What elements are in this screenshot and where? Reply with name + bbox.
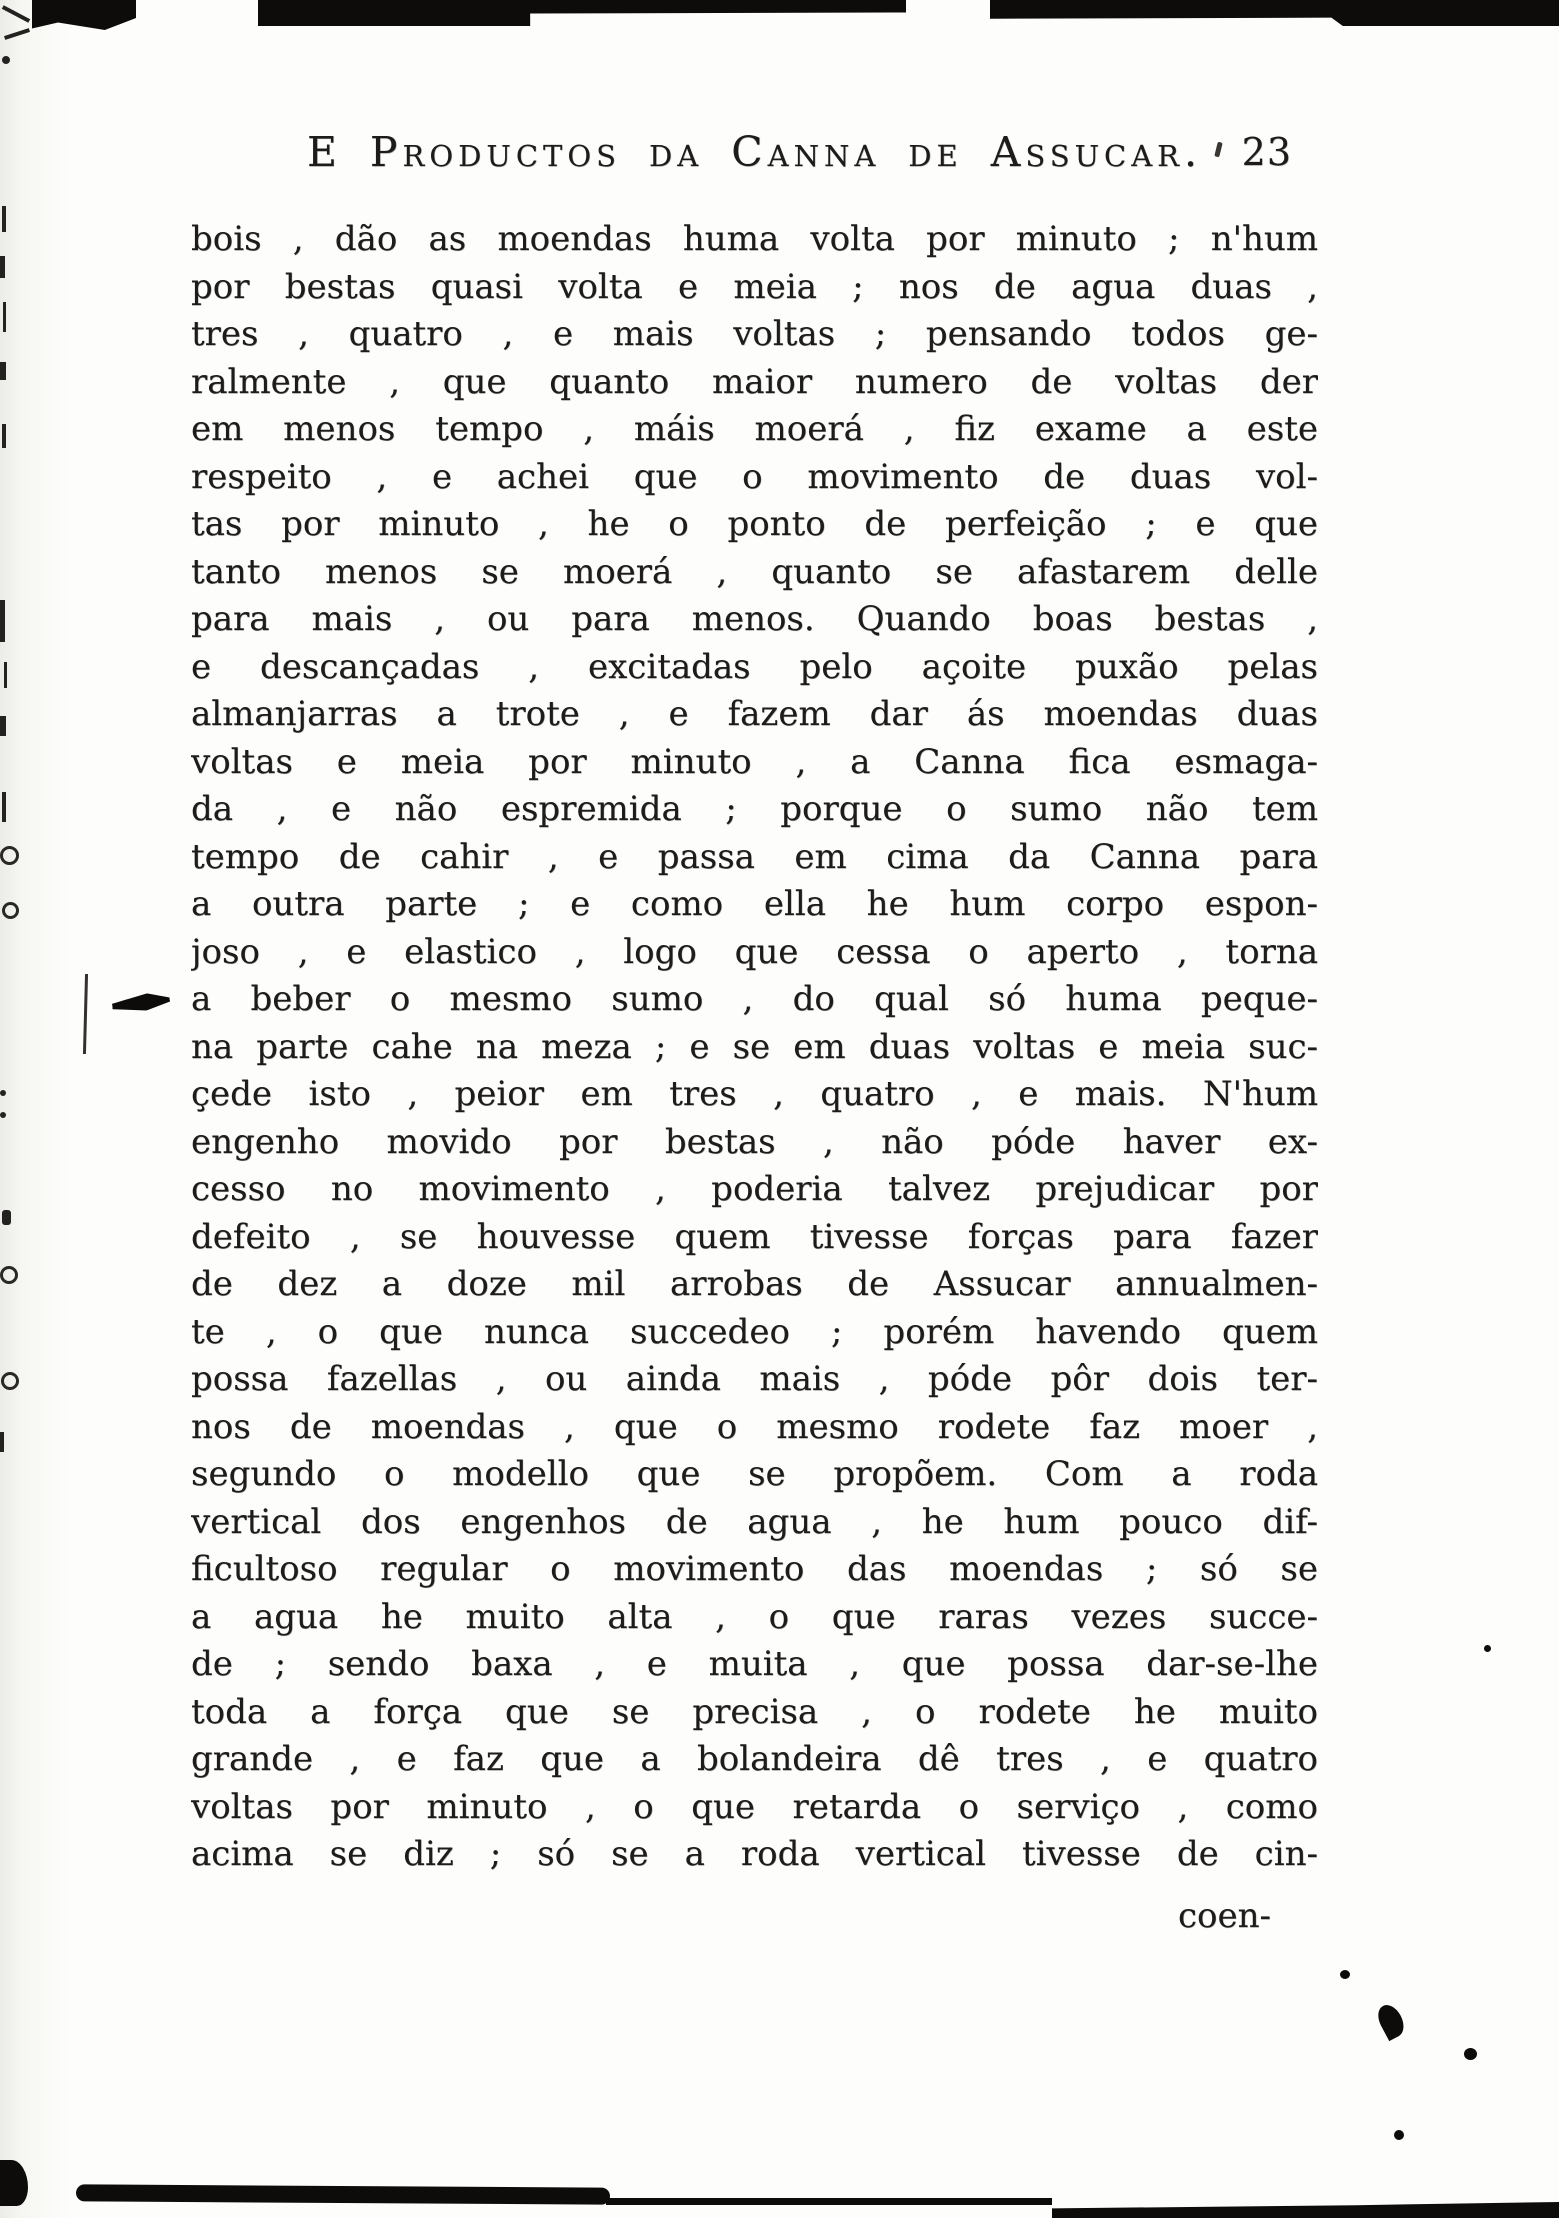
page-edge-mark xyxy=(2,1210,11,1225)
ink-smudge-bottom-left xyxy=(76,2184,610,2204)
ink-spot xyxy=(1394,2130,1404,2140)
ink-smudge-top-center xyxy=(258,0,906,26)
text-line: para mais , ou para menos. Quando boas bestas , xyxy=(191,599,1318,639)
text-line: de dez a doze mil arrobas de Assucar annualmen- xyxy=(191,1264,1318,1304)
page-edge-mark xyxy=(0,256,5,278)
page-edge-mark xyxy=(2,206,6,232)
text-line: acima se diz ; só se a roda vertical tivesse de cin- xyxy=(191,1834,1318,1874)
ink-spot xyxy=(1464,2048,1477,2060)
text-line: nos de moendas , que o mesmo rodete faz moer , xyxy=(191,1406,1318,1447)
text-line: tres , quatro , e mais voltas ; pensando todos ge- xyxy=(191,314,1318,354)
page-edge-mark xyxy=(0,846,19,865)
edge-scribble xyxy=(2,5,30,23)
text-line: a agua he muito alta , o que raras vezes succe- xyxy=(191,1596,1318,1637)
page-edge-mark xyxy=(1,1372,19,1390)
page-edge-mark xyxy=(2,902,19,919)
text-line: a beber o mesmo sumo , do qual só huma peque- xyxy=(191,979,1318,1019)
ink-smudge-top-right xyxy=(990,0,1559,26)
text-line: possa fazellas , ou ainda mais , póde pôr dois ter- xyxy=(191,1359,1318,1399)
text-line: çede isto , peior em tres , quatro , e mais. N'hum xyxy=(191,1074,1318,1114)
catchword: coen- xyxy=(1177,1896,1271,1936)
text-line: vertical dos engenhos de agua , he hum pouco dif- xyxy=(191,1501,1318,1542)
page-edge-mark xyxy=(0,1112,6,1118)
text-line: voltas e meia por minuto , a Canna fica esmaga- xyxy=(191,741,1318,782)
text-line: voltas por minuto , o que retarda o serviço , como xyxy=(191,1786,1318,1827)
page-edge-mark xyxy=(0,1432,4,1452)
body-text xyxy=(191,216,1318,1879)
page-edge-mark xyxy=(0,1266,18,1284)
text-line: toda a força que se precisa , o rodete he muito xyxy=(191,1691,1318,1732)
page-number: 23 xyxy=(1241,130,1292,174)
page-edge-mark xyxy=(0,600,5,642)
text-line: cesso no movimento , poderia talvez prejudicar por xyxy=(191,1169,1318,1209)
text-line: de ; sendo baxa , e muita , que possa dar-se-lhe xyxy=(191,1644,1318,1684)
page-edge-mark xyxy=(0,716,6,736)
page-edge-mark xyxy=(0,1090,6,1096)
text-line: defeito , se houvesse quem tivesse forças para fazer xyxy=(191,1216,1318,1257)
text-line: almanjarras a trote , e fazem dar ás moendas duas xyxy=(191,694,1318,734)
text-line: tanto menos se moerá , quanto se afastarem delle xyxy=(191,551,1318,592)
page-edge-mark xyxy=(0,362,6,380)
ink-spot xyxy=(1373,2001,1408,2041)
edge-scribble xyxy=(2,56,10,64)
text-line: grande , e faz que a bolandeira dê tres , e quatro xyxy=(191,1739,1318,1779)
text-line: te , o que nunca succedeo ; porém havendo quem xyxy=(191,1311,1318,1352)
ink-smudge-top-left xyxy=(32,0,136,30)
text-line: respeito , e achei que o movimento de duas vol- xyxy=(191,456,1318,497)
text-line: na parte cahe na meza ; e se em duas voltas e meia suc- xyxy=(191,1026,1318,1067)
text-line: a outra parte ; e como ella he hum corpo espon- xyxy=(191,884,1318,924)
page-edge-mark xyxy=(3,302,6,332)
margin-ink-blot xyxy=(111,991,170,1014)
text-line: bois , dão as moendas huma volta por minuto ; n'hum xyxy=(191,219,1318,259)
ink-smudge-bottom-center xyxy=(606,2198,1052,2205)
margin-hairline xyxy=(83,974,88,1054)
page-edge-mark xyxy=(2,424,6,448)
edge-scribble xyxy=(4,28,30,40)
text-line: segundo o modello que se propõem. Com a roda xyxy=(191,1454,1318,1494)
ink-smudge-bottom-corner xyxy=(0,2160,28,2206)
page-edge-mark xyxy=(4,662,7,688)
header-title: E Productos da Canna de Assucar. xyxy=(306,128,1203,176)
running-header xyxy=(191,128,1318,176)
ink-smudge-bottom-right xyxy=(1052,2202,1559,2218)
text-line: ficultoso regular o movimento das moendas ; só se xyxy=(191,1549,1318,1589)
ink-spot xyxy=(1484,1645,1491,1652)
text-line: ralmente , que quanto maior numero de voltas der xyxy=(191,361,1318,402)
text-line: da , e não espremida ; porque o sumo não tem xyxy=(191,789,1318,829)
page-edge-mark xyxy=(2,792,6,822)
ink-spot xyxy=(1340,1970,1350,1979)
text-line: tempo de cahir , e passa em cima da Canna para xyxy=(191,836,1318,877)
text-line: engenho movido por bestas , não póde haver ex- xyxy=(191,1121,1318,1162)
text-line: em menos tempo , máis moerá , fiz exame a este xyxy=(191,409,1318,449)
text-line: tas por minuto , he o ponto de perfeição ; e que xyxy=(191,504,1318,544)
text-line: e descançadas , excitadas pelo açoite puxão pelas xyxy=(191,646,1318,687)
text-line: por bestas quasi volta e meia ; nos de agua duas , xyxy=(191,266,1318,307)
text-line: joso , e elastico , logo que cessa o aperto , torna xyxy=(191,931,1318,972)
